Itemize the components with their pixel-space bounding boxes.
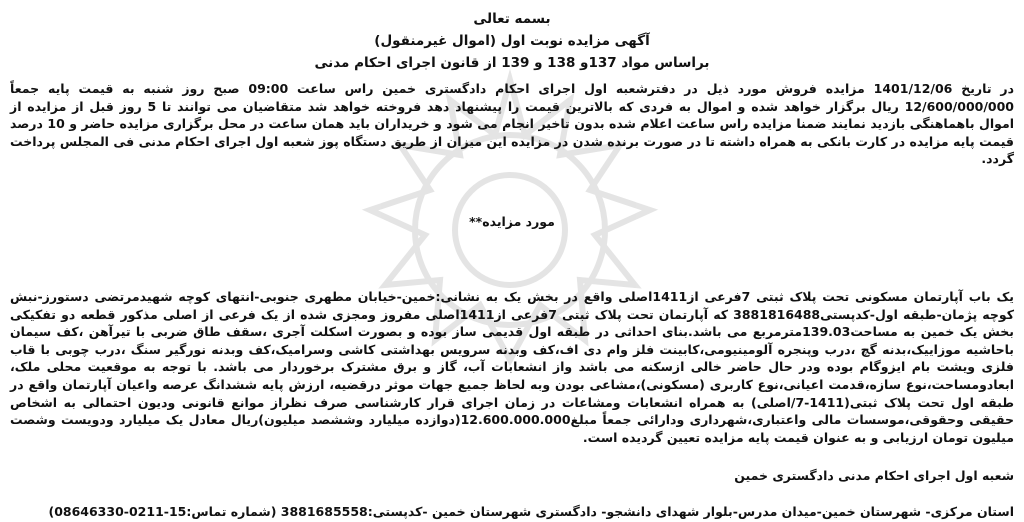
bismillah-heading: بسمه تعالی xyxy=(473,11,551,27)
auction-item-label: مورد مزایده** xyxy=(469,213,555,229)
notice-title: آگهی مزایده نوبت اول (اموال غیرمنقول) xyxy=(374,33,650,49)
property-description-paragraph: یک باب آپارتمان مسکونی تحت پلاک ثبتی 7فرعی از1411اصلی واقع در بخش یک به نشانی:خمین-خیابان مطهری جنوبی-انتهای کوچه شهیدمرتضی دستورز-نبش کوچه پژمان-طبقه اول-کدپستی3881816488 که آپارتمان تحت پلاک ثبتی 7فرعی از1411اصلی مفروز ومجزی شده از یک فرعی از اصلی مذکور قطعه دو تفکیکی بخش یک خمین به مساحت139.03مترمربع می باشد.بنای احداثی در طبقه اول قدیمی ساز بوده و بصورت اسکلت آجری ،سقف طاق ضربی با تیرآهن ،کف سیمان باحاشیه موزاییک،بدنه گچ ،درب وپنجره آلومینیومی،کابینت فلز وام دی اف،کف وبدنه سرویس بهداشتی کاشی وسرامیک،کف وبدنه نورگیر سنگ ،درب چوبی با قاب فلزی ویشت بام ایزوگام بوده ودر حال حاضر خالی ازسکنه می باشد واز انشعابات آب، گاز و برق مشترک برخوردار می باشد. با توجه به موقعیت محلی ملک، ابعادومساحت،نوع سازه،قدمت اعیانی،نوع کاربری (مسکونی)،مشاعی بودن وبه لحاظ جمیع جهات موثر درقضیه، ارزش پایه ششدانگ عرصه واعیان آپارتمان واقع در طبقه اول تحت پلاک ثبتی(1411-7/اصلی) به همراه انشعابات ومشاعات در زمان اجرای قرار کارشناسی صرف نظراز موانع قانونی ودیون احتمالی به اشخاص حقیقی وحقوقی،موسسات مالی واعتباری،شهرداری ودارائی جمعاً مبلغ12.600.000.000(دوازده میلیارد وششصد میلیون)ریال معادل یک میلیارد ودویست وشصت میلیون تومان ارزیابی و به عنوان قیمت پایه مزایده تعیین گردیده است. xyxy=(10,288,1015,445)
issuing-branch-signature: شعبه اول اجرای احکام مدنی دادگستری خمین xyxy=(734,468,1014,484)
legal-basis-line: براساس مواد 137و 138 و 139 از قانون اجرای احکام مدنی xyxy=(314,55,710,71)
intro-paragraph: در تاریخ 1401/12/06 مزایده فروش مورد ذیل در دفترشعبه اول اجرای احکام دادگستری خمین راس ساعت 09:00 صبح روز شنبه به قیمت پایه جمعاً 12/600/000/000 ریال برگزار خواهد شده و اموال به فردی که بالاترین قیمت را پیشنهاد دهد فروخته خواهد شد متقاضیان می توانند تا 5 روز قبل از مزایده از اموال باهماهنگی بازدید نمایند ضمنا مزایده راس ساعت اعلام شده بدون تاخیر انجام می شود و خریداران باید همان ساعت در محل برگزاری مزایده حاضر و 10 درصد قیمت پایه مزایده در کارت بانکی به همراه داشته تا در صورت برنده شدن در مزایده این میزان از طریق دستگاه پوز شعبه اول اجرای احکام مدنی فی المجلس پرداخت گردد. xyxy=(10,81,1014,167)
address-contact-line: استان مرکزی- شهرستان خمین-میدان مدرس-بلوار شهدای دانشجو- دادگستری شهرستان خمین -کدپستی:3881685558 (شماره تماس:15-0211-08646330) xyxy=(48,504,1014,520)
